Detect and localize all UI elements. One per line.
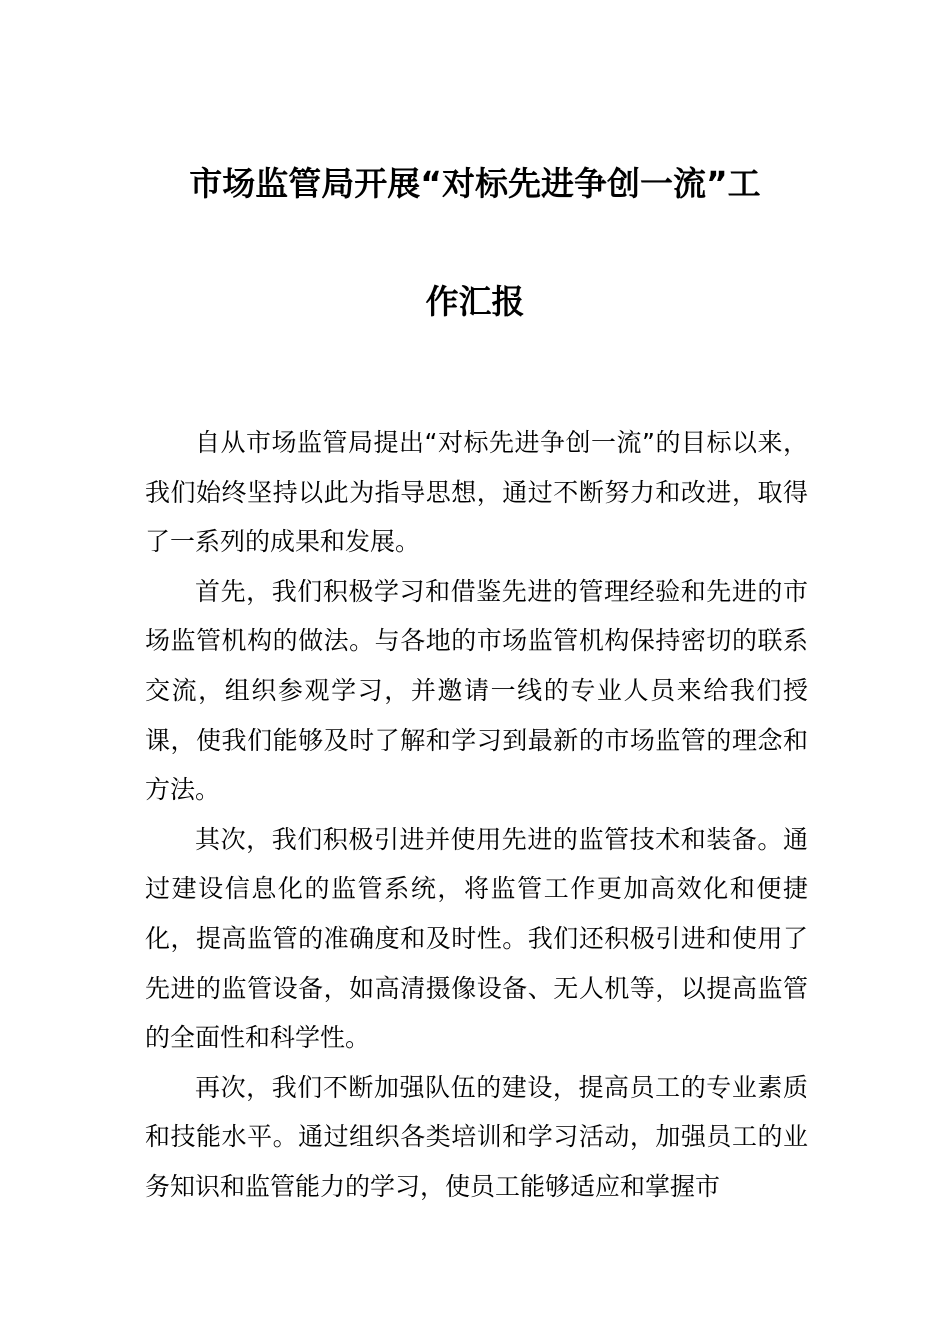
document-body	[145, 418, 808, 1212]
body-paragraph-2: 首先，我们积极学习和借鉴先进的管理经验和先进的市场监管机构的做法。与各地的市场监管机构保持密切的联系交流，组织参观学习，并邀请一线的专业人员来给我们授课，使我们能够及时了解和学习到最新的市场监管的理念和方法。	[145, 576, 808, 805]
body-paragraph-1: 自从市场监管局提出“对标先进争创一流”的目标以来，我们始终坚持以此为指导思想，通过不断努力和改进，取得了一系列的成果和发展。	[145, 428, 808, 557]
document-title-line-1: 市场监管局开展“对标先进争创一流”工	[189, 164, 761, 203]
body-paragraph-4: 再次，我们不断加强队伍的建设，提高员工的专业素质和技能水平。通过组织各类培训和学习活动，加强员工的业务知识和监管能力的学习，使员工能够适应和掌握市	[145, 1072, 808, 1201]
document-title-line-2: 作汇报	[425, 282, 525, 321]
body-paragraph-3: 其次，我们积极引进并使用先进的监管技术和装备。通过建设信息化的监管系统，将监管工作更加高效化和便捷化，提高监管的准确度和及时性。我们还积极引进和使用了先进的监管设备，如高清摄像设备、无人机等，以提高监管的全面性和科学性。	[145, 824, 808, 1053]
